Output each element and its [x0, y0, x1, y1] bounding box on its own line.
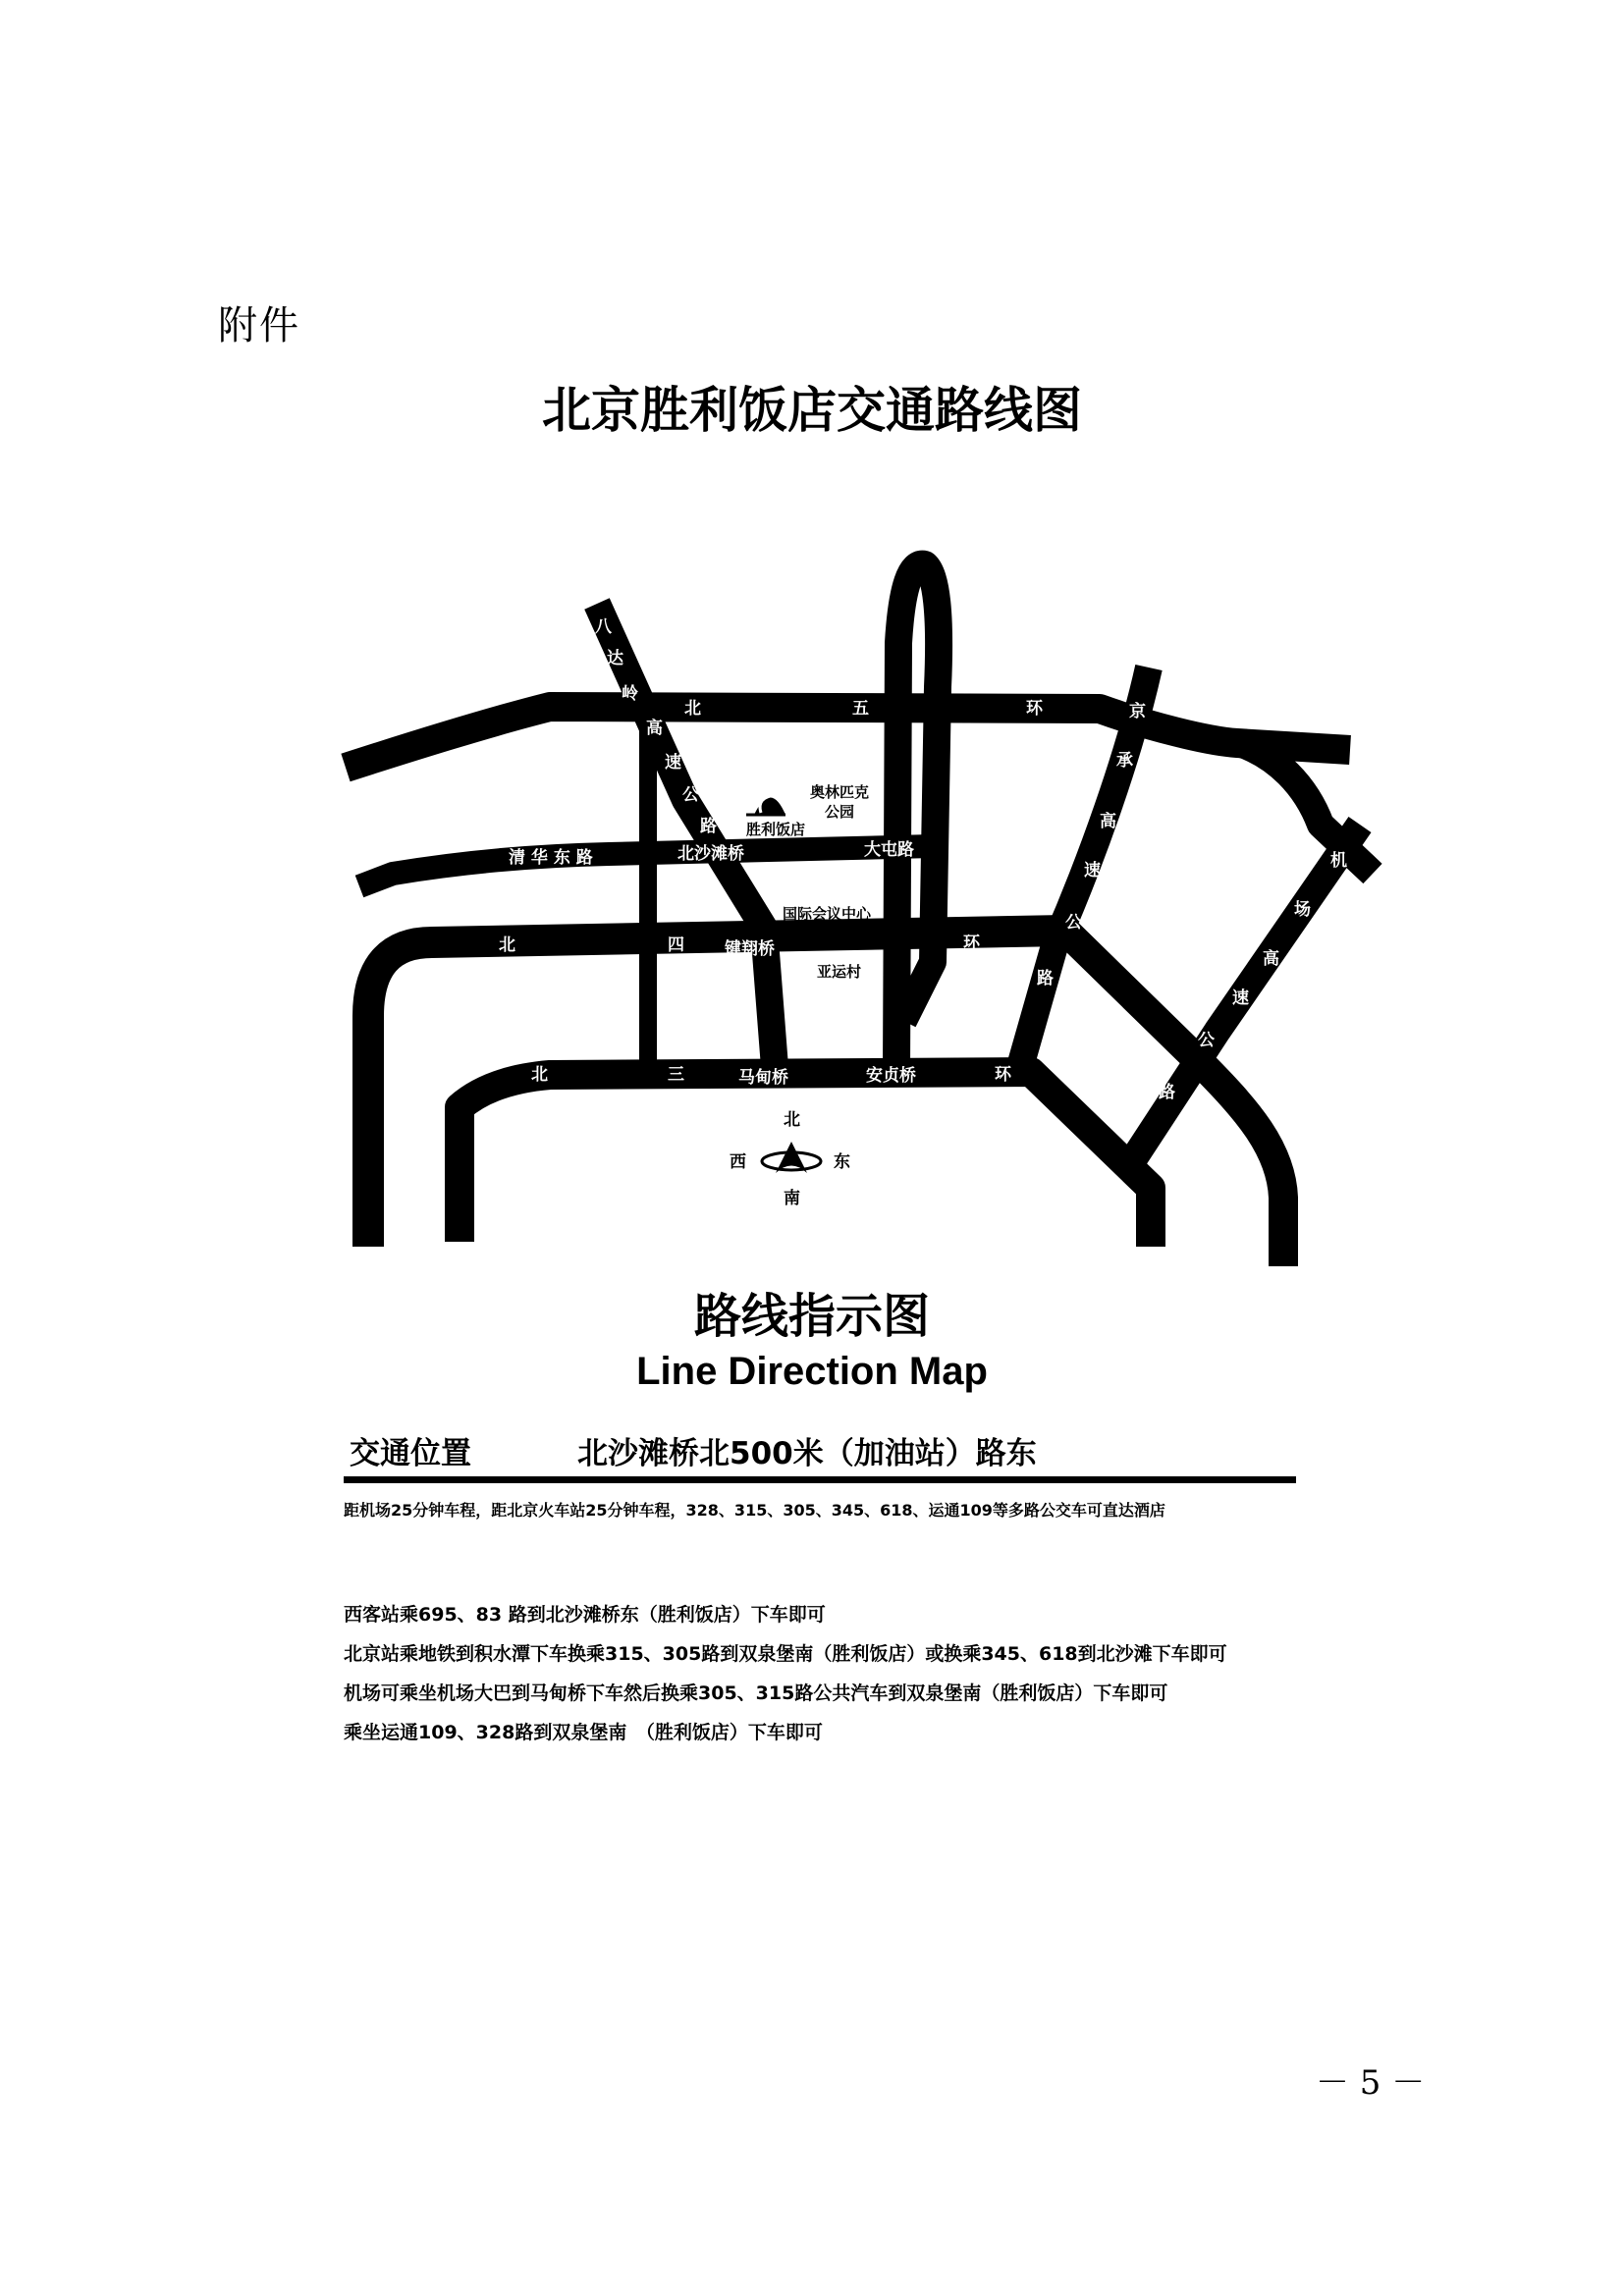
road-label: 五	[852, 699, 869, 719]
road-label: 公	[1198, 1031, 1215, 1050]
compass-north: 北	[784, 1110, 800, 1130]
road-label: 公	[682, 785, 699, 805]
road-label: 岭	[622, 684, 638, 704]
road-label: 路	[1159, 1083, 1175, 1102]
road-label: 环	[963, 934, 980, 953]
convention-center-label: 国际会议中心	[783, 905, 872, 923]
road-label: 承	[1116, 751, 1133, 771]
map-title-chinese: 路线指示图	[693, 1289, 930, 1344]
north-5th-ring-road	[346, 707, 1350, 768]
compass-south: 南	[784, 1189, 800, 1208]
north-3rd-ring-road	[460, 1072, 1151, 1247]
road-label: 路	[700, 817, 717, 836]
route-item: 北京站乘地铁到积水潭下车换乘315、305路到双泉堡南（胜利饭店）或换乘345、618到北沙滩下车即可	[344, 1643, 1227, 1665]
road-label: 高	[1263, 949, 1279, 969]
road-label: 环	[995, 1065, 1011, 1085]
road-label: 四	[668, 935, 684, 955]
road-label: 达	[607, 649, 623, 668]
road-label: 大屯路	[864, 840, 914, 860]
document-title: 北京胜利饭店交通路线图	[542, 381, 1082, 439]
route-item: 乘坐运通109、328路到双泉堡南 （胜利饭店）下车即可	[344, 1722, 823, 1743]
road-label: 八	[595, 617, 612, 637]
compass-west: 西	[730, 1152, 746, 1172]
road-label: 速	[665, 753, 681, 773]
road-label: 公	[1065, 913, 1082, 933]
page-number: － 5 －	[1316, 2063, 1426, 2103]
location-value: 北沙滩桥北500米（加油站）路东	[577, 1436, 1037, 1471]
location-label: 交通位置	[350, 1436, 471, 1471]
location-row	[350, 1428, 1037, 1472]
transport-summary: 距机场25分钟车程，距北京火车站25分钟车程，328、315、305、345、618、运通109等多路公交车可直达酒店	[344, 1501, 1165, 1520]
compass-east: 东	[834, 1152, 850, 1172]
divider	[344, 1476, 1296, 1483]
road-label: 三	[668, 1065, 684, 1085]
road-label: 京	[1129, 702, 1146, 721]
central-axis-road	[896, 564, 939, 1072]
road-label: 机	[1330, 851, 1347, 871]
road-label: 北	[499, 935, 515, 955]
road-label: 速	[1232, 988, 1249, 1008]
road-label: 速	[1084, 861, 1101, 881]
road-label: 北	[684, 699, 701, 719]
route-item: 西客站乘695、83 路到北沙滩桥东（胜利饭店）下车即可	[344, 1604, 826, 1626]
road-label: 马甸桥	[738, 1068, 788, 1088]
asian-games-village-label: 亚运村	[817, 963, 862, 981]
road-label: 北沙滩桥	[677, 844, 744, 864]
road-label: 安贞桥	[866, 1066, 916, 1086]
hotel-label: 胜利饭店	[746, 821, 806, 838]
road-label: 环	[1026, 699, 1043, 719]
road-label: 键翔桥	[725, 939, 775, 959]
road-label: 路	[1037, 969, 1054, 988]
route-item: 机场可乘坐机场大巴到马甸桥下车然后换乘305、315路公共汽车到双泉堡南（胜利饭店）下车即可	[344, 1682, 1168, 1704]
road-label: 高	[1100, 812, 1116, 831]
olympic-park-label: 公园	[825, 803, 855, 821]
road-label: 场	[1294, 900, 1311, 920]
road-label: 北	[531, 1065, 548, 1085]
route-list	[344, 1595, 1227, 1752]
olympic-park-label: 奥林匹克	[810, 783, 870, 801]
road-label: 高	[646, 719, 663, 738]
compass	[762, 1142, 821, 1173]
hotel-logo	[746, 795, 785, 815]
map-title-english: Line Direction Map	[636, 1350, 988, 1393]
road-label: 清 华 东 路	[509, 848, 593, 868]
northeast-connector-road	[1239, 743, 1373, 874]
attachment-label: 附件	[218, 303, 300, 348]
